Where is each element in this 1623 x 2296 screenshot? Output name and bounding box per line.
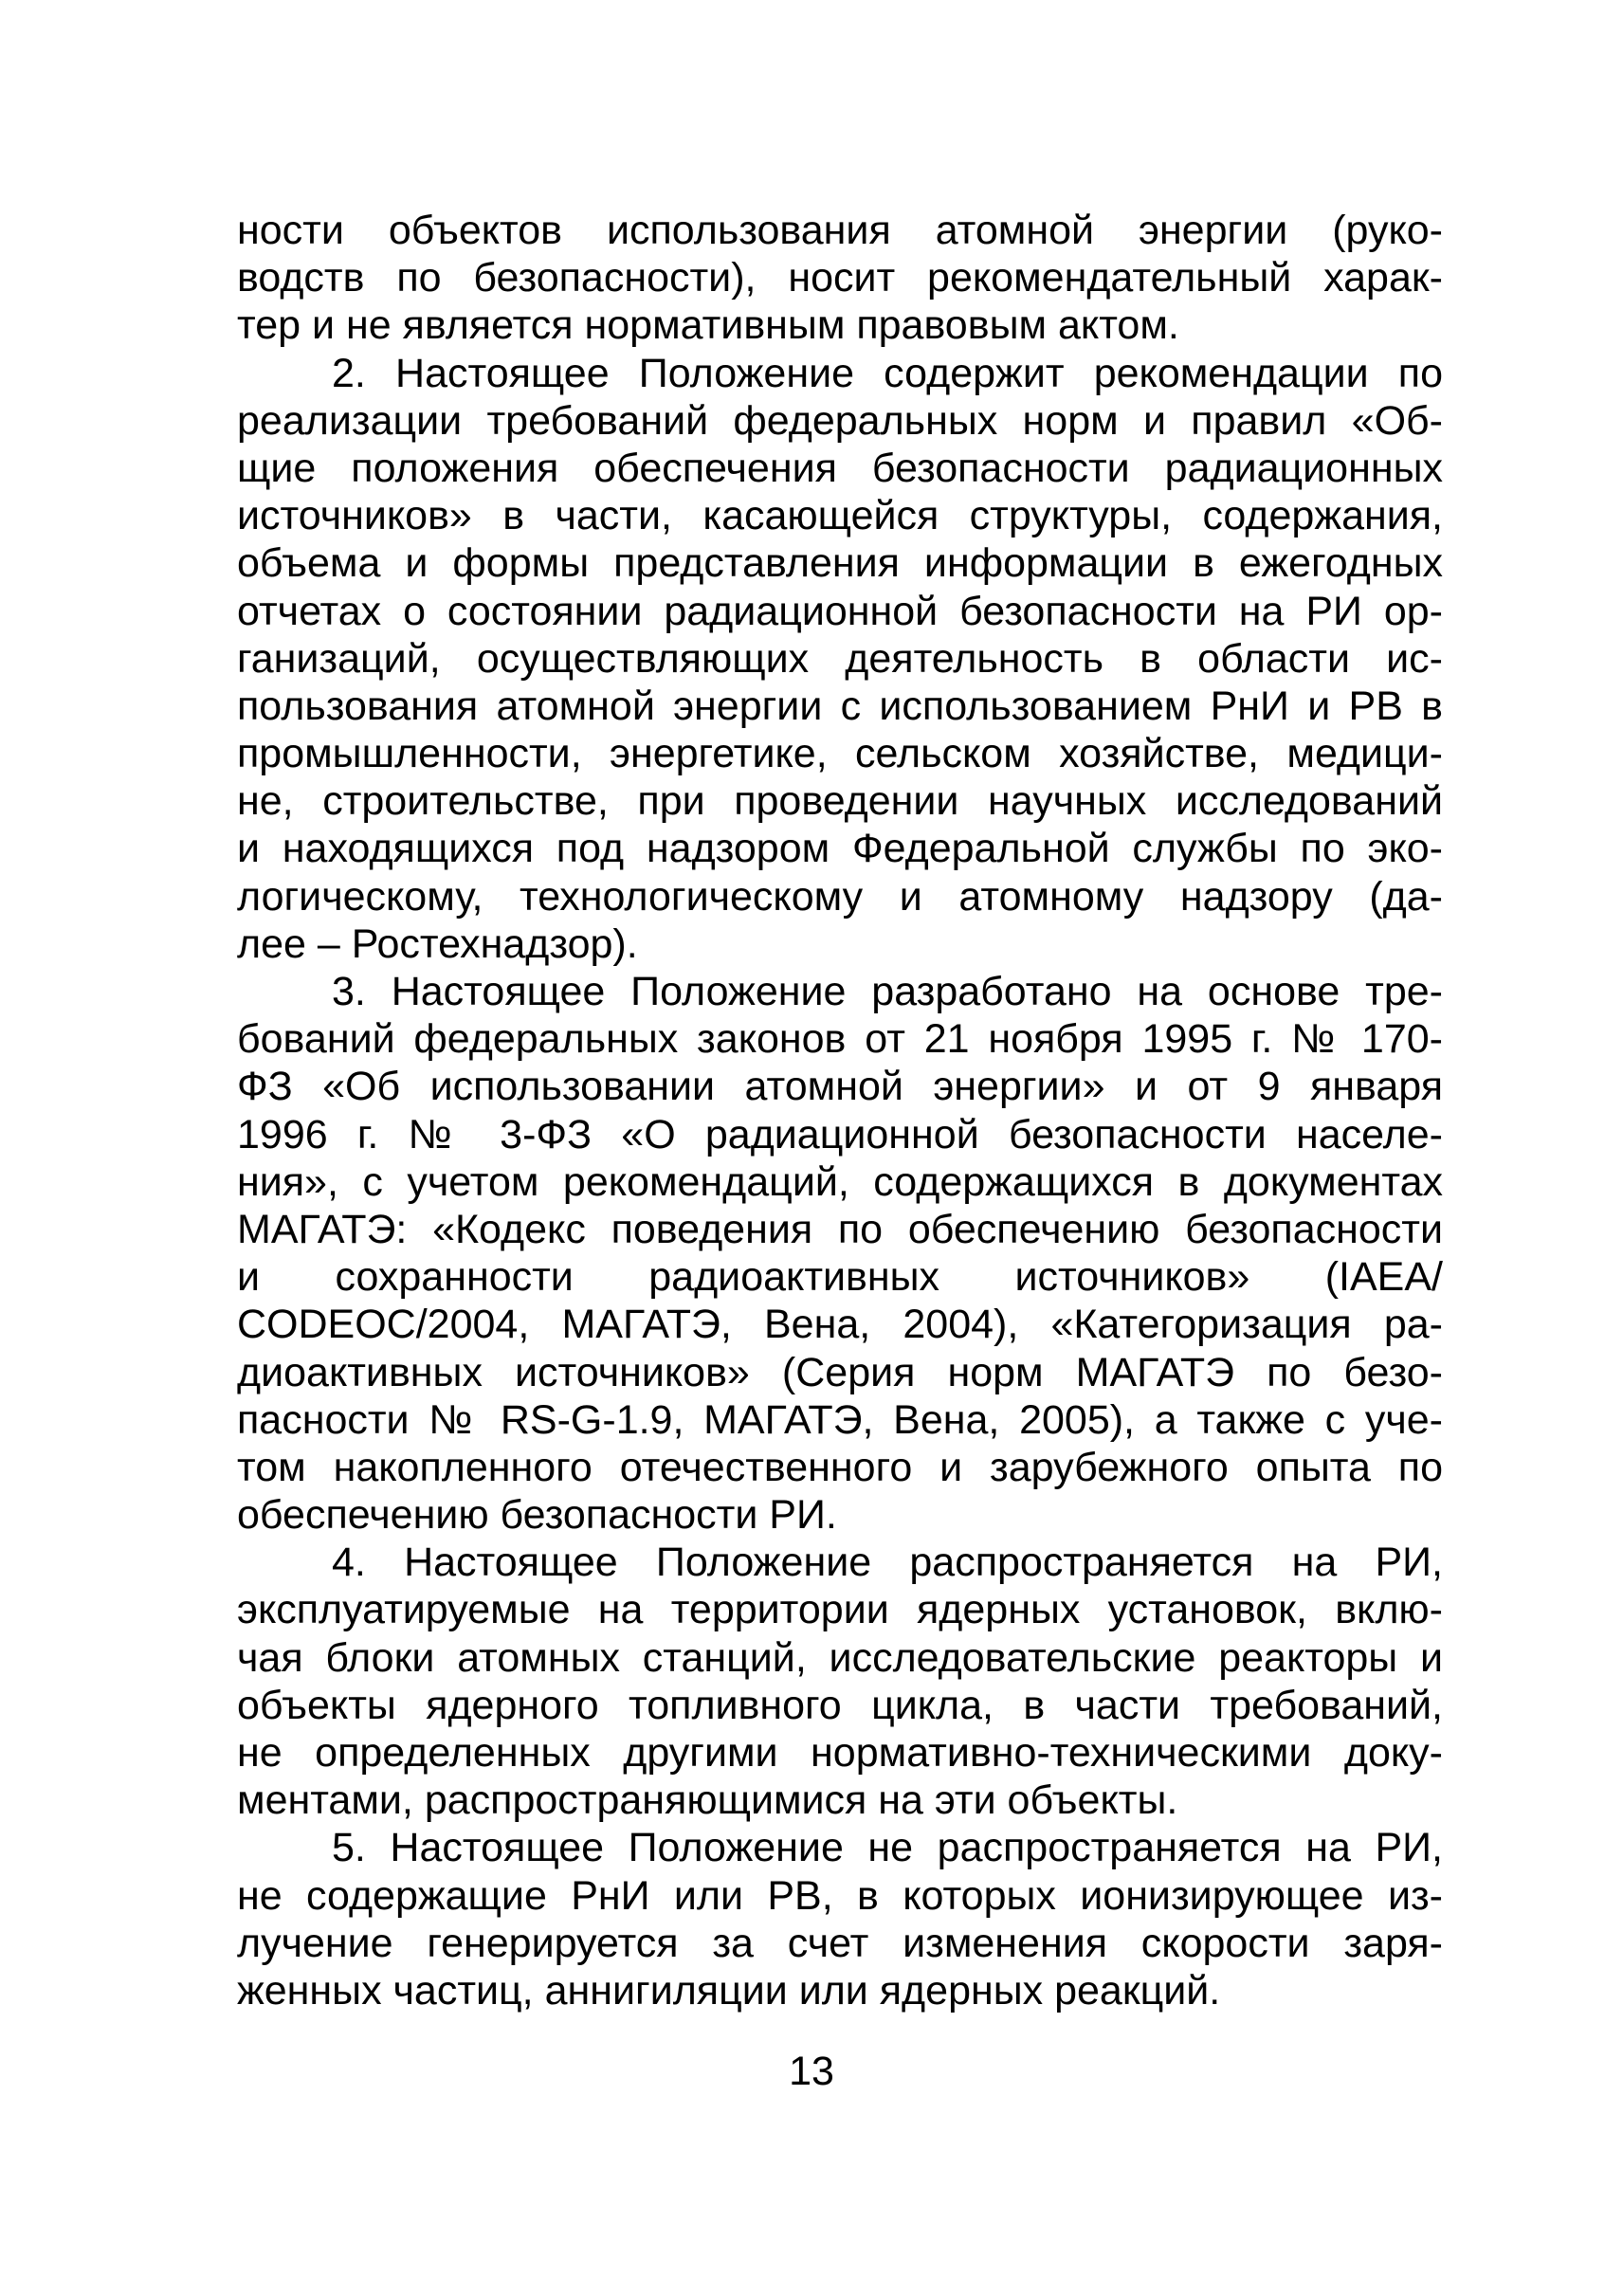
text-line: том накопленного отечественного и зарубежного опыта по [237,1444,1443,1490]
text-line: объема и формы представления информации в ежегодных [237,540,1443,587]
text-line: эксплуатируемые на территории ядерных установок, вклю- [237,1587,1443,1633]
text-line: логическому, технологическому и атомному надзору (да- [237,873,1443,920]
text-line: водств по безопасности), носит рекомендательный харак- [237,255,1443,301]
text-line: 3. Настоящее Положение разработано на основе тре- [332,969,1443,1014]
text-line: 5. Настоящее Положение не распространяется на РИ, [332,1825,1443,1871]
text-line: пасности № RS-G-1.9, МАГАТЭ, Вена, 2005), а также с уче- [237,1396,1443,1443]
text-line: не определенных другими нормативно-техническими доку- [237,1730,1443,1776]
text-line: ганизаций, осуществляющих деятельность в области ис- [237,635,1443,682]
paragraph-p2 [237,350,1443,968]
text-line: и сохранности радиоактивных источников» (IAEA/ [237,1254,1443,1301]
text-line: источников» в части, касающейся структуры, содержания, [237,493,1443,539]
text-line: реализации требований федеральных норм и правил «Об- [237,397,1443,444]
paragraph-p-continued [237,207,1443,350]
text-line: промышленности, энергетике, сельском хозяйстве, медици- [237,731,1443,777]
text-line: 2. Настоящее Положение содержит рекомендации по [332,350,1443,396]
text-line: женных частиц, аннигиляции или ядерных реакций. [237,1967,1221,2014]
text-line: чая блоки атомных станций, исследовательские реакторы и [237,1634,1443,1681]
text-line: обеспечению безопасности РИ. [237,1492,837,1539]
text-line: отчетах о состоянии радиационной безопасности на РИ ор- [237,588,1443,634]
text-line: и находящихся под надзором Федеральной службы по эко- [237,826,1443,872]
text-line: лучение генерируется за счет изменения скорости заря- [237,1920,1443,1966]
paragraph-p5 [237,1824,1443,2014]
text-line: 4. Настоящее Положение распространяется на РИ, [332,1540,1443,1586]
text-line: CODEOC/2004, МАГАТЭ, Вена, 2004), «Категоризация ра- [237,1302,1443,1348]
text-line: тер и не является нормативным правовым актом. [237,302,1179,349]
text-line: не содержащие РнИ или РВ, в которых ионизирующее из- [237,1872,1443,1919]
paragraph-p3 [237,968,1443,1539]
text-line: не, строительстве, при проведении научных исследований [237,778,1443,825]
body-text [237,207,1443,2014]
text-line: щие положения обеспечения безопасности радиационных [237,445,1443,491]
paragraph-p4 [237,1539,1443,1824]
text-line: ФЗ «Об использовании атомной энергии» и от 9 января [237,1064,1443,1110]
text-line: ментами, распространяющимися на эти объекты. [237,1777,1178,1824]
text-line: лее – Ростехнадзор). [237,920,638,967]
text-line: бований федеральных законов от 21 ноября 1995 г. № 170- [237,1016,1443,1063]
text-line: 1996 г. № 3-ФЗ «О радиационной безопасности населе- [237,1111,1443,1157]
text-line: МАГАТЭ: «Кодекс поведения по обеспечению безопасности [237,1206,1443,1252]
text-line: пользования атомной энергии с использованием РнИ и РВ в [237,683,1443,729]
text-line: объекты ядерного топливного цикла, в части требований, [237,1682,1443,1728]
text-line: ности объектов использования атомной энергии (руко- [237,208,1443,253]
page-number: 13 [789,2049,834,2094]
text-line: диоактивных источников» (Серия норм МАГАТЭ по безо- [237,1349,1443,1395]
text-line: ния», с учетом рекомендаций, содержащихся в документах [237,1158,1443,1205]
